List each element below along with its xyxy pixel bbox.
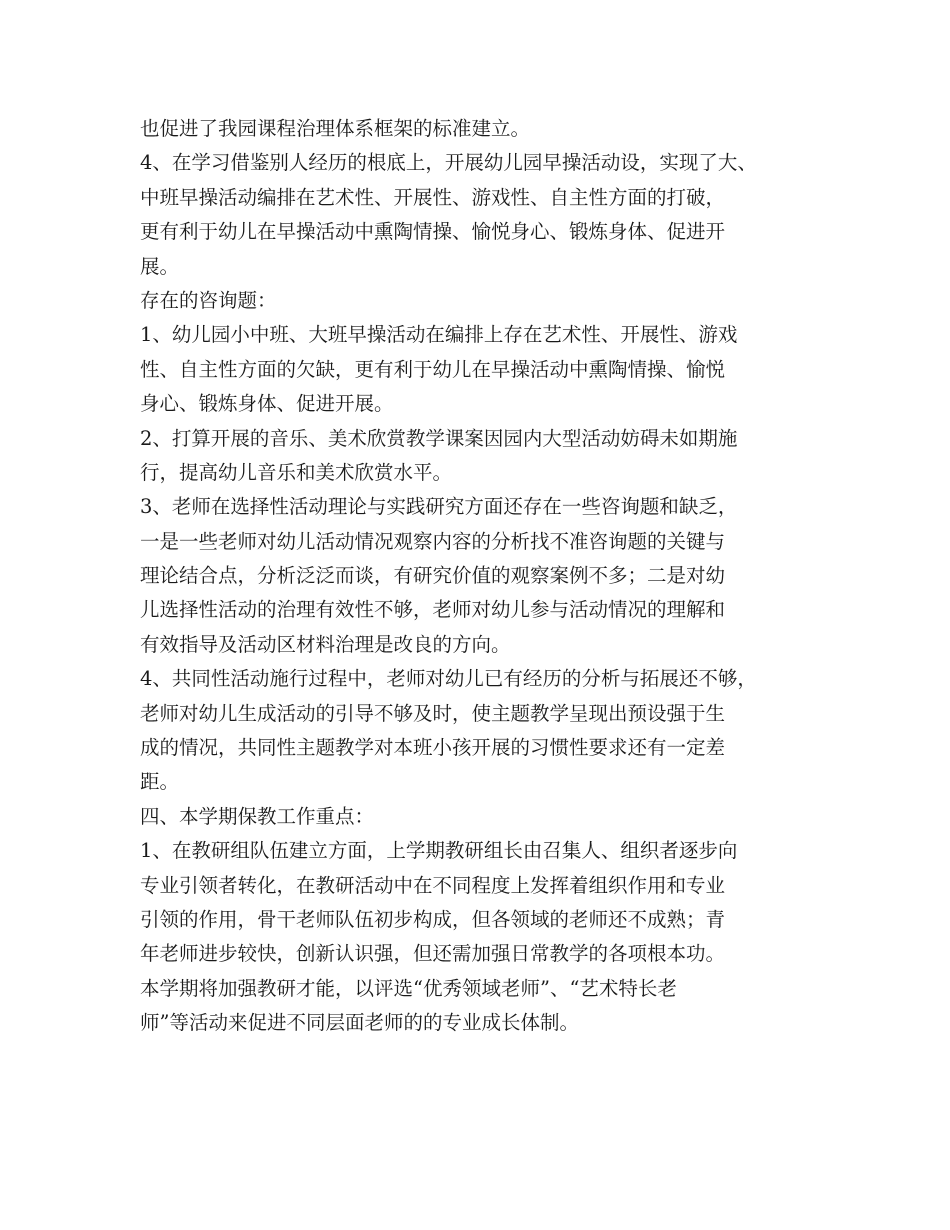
text-line: 距。 [140,770,180,794]
text-line: 4、共同性活动施行过程中，老师对幼儿已有经历的分析与拓展还不够， [140,667,757,691]
section-heading: 四、本学期保教工作重点： [140,804,375,828]
text-line: 师”等活动来促进不同层面老师的的专业成长体制。 [140,1011,579,1035]
text-line: 一是一些老师对幼儿活动情况观察内容的分析找不准咨询题的关键与 [140,529,726,553]
text-line: 1、在教研组队伍建立方面，上学期教研组长由召集人、组织者逐步向 [140,839,738,863]
text-line: 2、打算开展的音乐、美术欣赏教学课案因园内大型活动妨碍未如期施 [140,426,738,450]
text-line: 理论结合点，分析泛泛而谈，有研究价值的观察案例不多；二是对幼 [140,564,726,588]
text-line: 3、老师在选择性活动理论与实践研究方面还存在一些咨询题和缺乏， [140,495,738,519]
text-line: 展。 [140,254,180,278]
text-line: 引领的作用，骨干老师队伍初步构成，但各领域的老师还不成熟；青 [140,907,726,931]
text-line: 老师对幼儿生成活动的引导不够及时，使主题教学呈现出预设强于生 [140,701,726,725]
text-line: 行，提高幼儿音乐和美术欣赏水平。 [140,460,453,484]
text-line: 有效指导及活动区材料治理是改良的方向。 [140,632,511,656]
text-line: 中班早操活动编排在艺术性、开展性、游戏性、自主性方面的打破， [140,185,726,209]
text-line: 更有利于幼儿在早操活动中熏陶情操、愉悦身心、锻炼身体、促进开 [140,220,726,244]
text-line: 成的情况，共同性主题教学对本班小孩开展的习惯性要求还有一定差 [140,736,726,760]
text-line: 性、自主性方面的欠缺，更有利于幼儿在早操活动中熏陶情操、愉悦 [140,357,726,381]
text-line: 儿选择性活动的治理有效性不够，老师对幼儿参与活动情况的理解和 [140,598,726,622]
document-body [140,112,840,1041]
text-line: 身心、锻炼身体、促进开展。 [140,392,394,416]
text-line: 专业引领者转化，在教研活动中在不同程度上发挥着组织作用和专业 [140,873,726,897]
text-line: 1、幼儿园小中班、大班早操活动在编排上存在艺术性、开展性、游戏 [140,323,738,347]
text-line: 本学期将加强教研才能，以评选“优秀领域老师”、“艺术特长老 [140,976,677,1000]
section-heading: 存在的咨询题： [140,288,277,312]
text-line: 也促进了我园课程治理体系框架的标准建立。 [140,117,531,140]
text-line: 年老师进步较快，创新认识强，但还需加强日常教学的各项根本功。 [140,942,726,966]
text-line: 4、在学习借鉴别人经历的根底上，开展幼儿园早操活动设，实现了大、 [140,151,757,175]
